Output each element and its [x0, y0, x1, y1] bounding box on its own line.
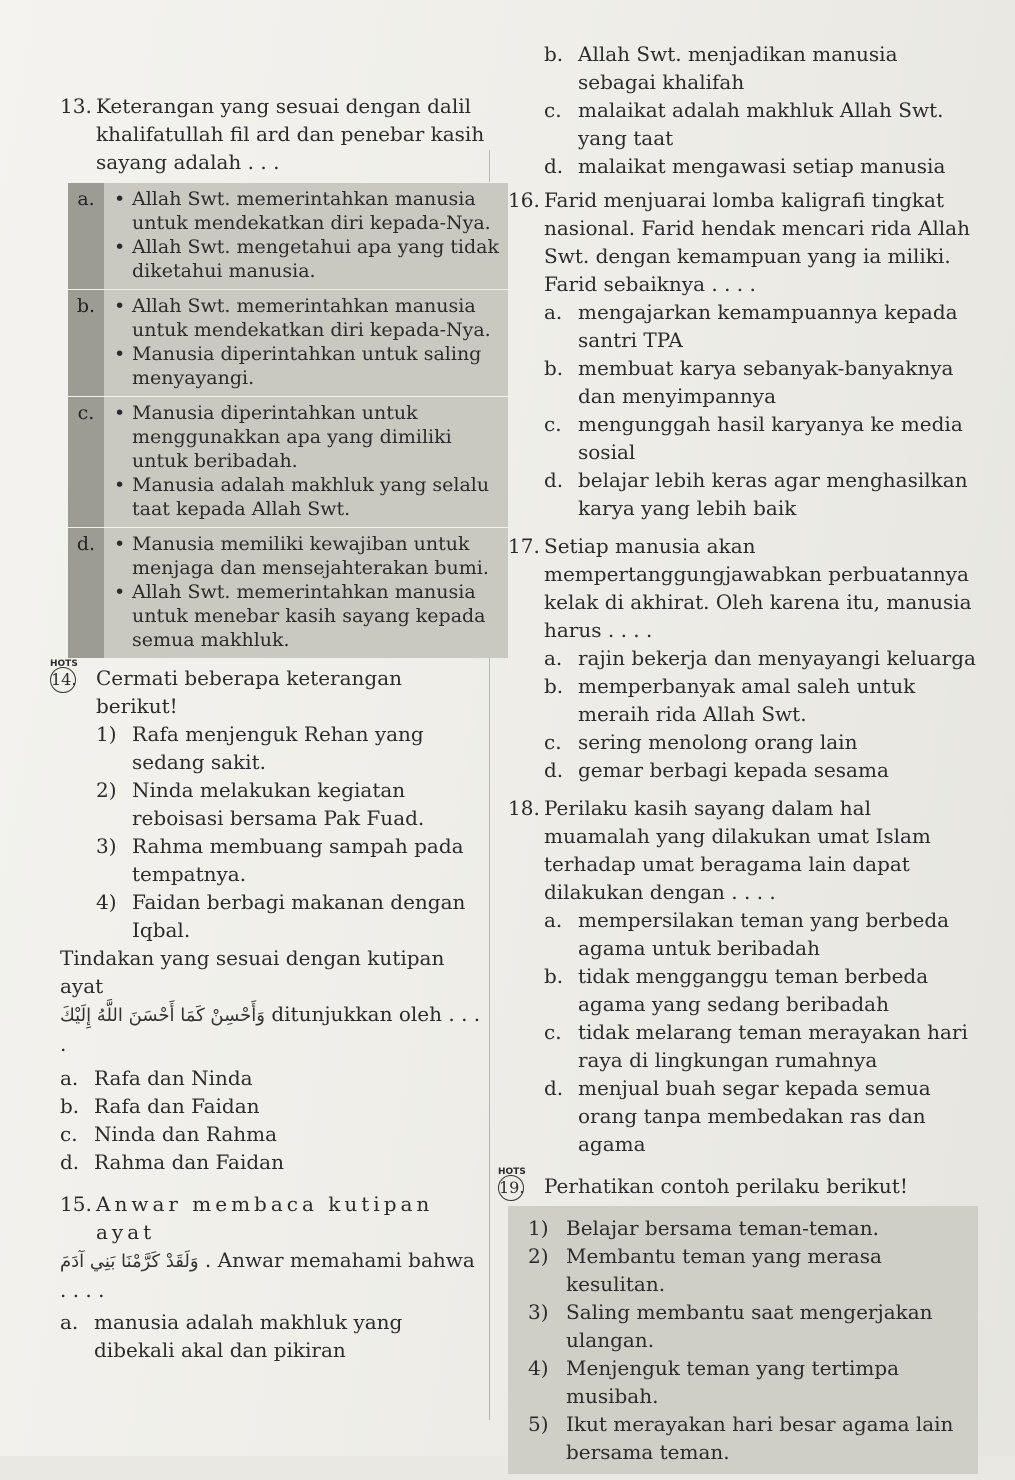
question-stem: Farid menjuarai lomba kaligrafi tingkat nasional. Farid hendak mencari rida Allah Swt. dengan kemampuan yang ia miliki. Farid sebaiknya . . . . — [544, 188, 970, 296]
hots-badge: HOTS — [498, 1167, 526, 1177]
statement-list — [96, 720, 485, 944]
answer-option-c[interactable] — [68, 397, 508, 528]
question-number-circle: 19. — [498, 1175, 524, 1201]
question-stem: Perhatikan contoh perilaku berikut! — [544, 1174, 908, 1198]
question-instruction-tail: ditunjukkan oleh . . . . — [60, 1002, 481, 1056]
behavior-item: 2) Membantu teman yang merasa kesulitan. — [528, 1244, 882, 1296]
statement-item: 1) Rafa menjenguk Rehan yang sedang sakit. — [96, 722, 424, 774]
question-16 — [508, 186, 978, 522]
arabic-verse: وَلَقَدْ كَرَّمْنَا بَنِي آدَمَ — [60, 1251, 199, 1272]
answer-option-c[interactable]: c. mengunggah hasil karyanya ke media sosial — [544, 412, 963, 464]
answer-option-a[interactable]: a. rajin bekerja dan menyayangi keluarga — [544, 646, 976, 670]
answer-option-b[interactable]: b. Allah Swt. menjadikan manusia sebagai khalifah — [544, 42, 898, 94]
option-bullet: • Allah Swt. memerintahkan manusia untuk menebar kasih sayang kepada semua makhluk. — [110, 580, 502, 652]
answer-option-d[interactable]: d. Rahma dan Faidan — [60, 1150, 284, 1174]
option-letter: b. — [68, 290, 104, 397]
option-letter: c. — [68, 397, 104, 528]
answer-option-c[interactable]: c. tidak melarang teman merayakan hari raya di lingkungan rumahnya — [544, 1020, 968, 1072]
question-number-circle: 14. — [50, 667, 76, 693]
question-instruction: Tindakan yang sesuai dengan kutipan ayat وَأَحْسِنْ كَمَا أَحْسَنَ اللَّهُ إِلَيْكَ ditunjukkan oleh . . . . — [60, 946, 481, 1056]
answer-option-b[interactable]: b. memperbanyak amal saleh untuk meraih rida Allah Swt. — [544, 674, 916, 726]
behavior-item: 4) Menjenguk teman yang tertimpa musibah. — [528, 1356, 900, 1408]
hots-badge: HOTS — [50, 659, 78, 669]
statement-item: 4) Faidan berbagi makanan dengan Iqbal. — [96, 890, 466, 942]
answer-option-d[interactable] — [68, 528, 508, 659]
question-number — [50, 659, 80, 693]
arabic-verse: وَأَحْسِنْ كَمَا أَحْسَنَ اللَّهُ إِلَيْكَ — [60, 1005, 265, 1026]
answer-option-c[interactable]: c. Ninda dan Rahma — [60, 1122, 278, 1146]
behavior-item: 5) Ikut merayakan hari besar agama lain bersama teman. — [528, 1412, 954, 1464]
answer-option-c[interactable]: c. malaikat adalah makhluk Allah Swt. yang taat — [544, 98, 944, 150]
answer-option-b[interactable]: b. membuat karya sebanyak-banyaknya dan menyimpannya — [544, 356, 954, 408]
question-13-continued — [508, 40, 978, 180]
option-letter: a. — [68, 183, 104, 290]
question-19 — [498, 1167, 978, 1474]
answer-options — [60, 1308, 485, 1364]
question-14 — [50, 659, 485, 1176]
answer-option-a[interactable]: a. Rafa dan Ninda — [60, 1066, 253, 1090]
question-15 — [60, 1190, 485, 1364]
option-letter: d. — [68, 528, 104, 659]
question-number: 16. — [508, 188, 540, 212]
option-bullet: • Allah Swt. mengetahui apa yang tidak diketahui manusia. — [110, 235, 502, 283]
question-number: 17. — [508, 534, 540, 558]
answer-options-table — [68, 182, 508, 658]
question-17 — [508, 532, 978, 784]
answer-option-a[interactable] — [68, 183, 508, 290]
answer-options — [544, 298, 978, 522]
answer-option-d[interactable]: d. belajar lebih keras agar menghasilkan karya yang lebih baik — [544, 468, 968, 520]
answer-option-d[interactable]: d. malaikat mengawasi setiap manusia — [544, 154, 946, 178]
question-stem: Cermati beberapa keterangan berikut! — [96, 666, 403, 718]
question-stem: Perilaku kasih sayang dalam hal muamalah yang dilakukan umat Islam terhadap umat beragama lain dapat dilakukan dengan . . . . — [544, 796, 931, 904]
option-bullet: • Manusia diperintahkan untuk saling menyayangi. — [110, 342, 502, 390]
statement-item: 3) Rahma membuang sampah pada tempatnya. — [96, 834, 464, 886]
answer-option-d[interactable]: d. gemar berbagi kepada sesama — [544, 758, 889, 782]
answer-options — [60, 1064, 485, 1176]
answer-option-b[interactable] — [68, 290, 508, 397]
statement-item: 2) Ninda melakukan kegiatan reboisasi bersama Pak Fuad. — [96, 778, 425, 830]
question-stem-tail: . Anwar memahami bahwa . . . . — [60, 1248, 475, 1302]
option-bullet: • Allah Swt. memerintahkan manusia untuk mendekatkan diri kepada-Nya. — [110, 294, 502, 342]
answer-option-d[interactable]: d. menjual buah segar kepada semua orang tanpa membedakan ras dan agama — [544, 1076, 931, 1156]
option-bullet: • Allah Swt. memerintahkan manusia untuk mendekatkan diri kepada-Nya. — [110, 187, 502, 235]
answer-options — [544, 644, 978, 784]
question-stem: Setiap manusia akan mempertanggungjawabkan perbuatannya kelak di akhirat. Oleh karena itu, manusia harus . . . . — [544, 534, 972, 642]
question-number: 15. — [60, 1192, 92, 1216]
right-column — [498, 40, 978, 1480]
question-number: 18. — [508, 796, 540, 820]
behavior-list — [508, 1206, 978, 1474]
answer-option-a[interactable]: a. manusia adalah makhluk yang dibekali akal dan pikiran — [60, 1310, 403, 1362]
question-stem: Anwar membaca kutipan ayat — [96, 1192, 434, 1244]
answer-option-a[interactable]: a. mengajarkan kemampuannya kepada santri TPA — [544, 300, 958, 352]
question-stem: Keterangan yang sesuai dengan dalil khalifatullah fil ard dan penebar kasih sayang adalah . . . — [96, 94, 485, 174]
option-bullet: • Manusia memiliki kewajiban untuk menjaga dan mensejahterakan bumi. — [110, 532, 502, 580]
answer-option-b[interactable]: b. Rafa dan Faidan — [60, 1094, 260, 1118]
question-number — [498, 1167, 528, 1201]
option-bullet: • Manusia adalah makhluk yang selalu taat kepada Allah Swt. — [110, 473, 502, 521]
behavior-item: 3) Saling membantu saat mengerjakan ulangan. — [528, 1300, 933, 1352]
behavior-item: 1) Belajar bersama teman-teman. — [528, 1216, 879, 1240]
question-number: 13. — [60, 94, 92, 118]
answer-options — [544, 906, 978, 1158]
option-bullet: • Manusia diperintahkan untuk menggunakkan apa yang dimiliki untuk beribadah. — [110, 401, 502, 473]
question-13 — [60, 92, 500, 658]
answer-option-b[interactable]: b. tidak mengganggu teman berbeda agama yang sedang beribadah — [544, 964, 929, 1016]
answer-option-c[interactable]: c. sering menolong orang lain — [544, 730, 858, 754]
question-18 — [508, 794, 978, 1158]
left-column — [50, 92, 500, 1370]
answer-option-a[interactable]: a. mempersilakan teman yang berbeda agama untuk beribadah — [544, 908, 950, 960]
